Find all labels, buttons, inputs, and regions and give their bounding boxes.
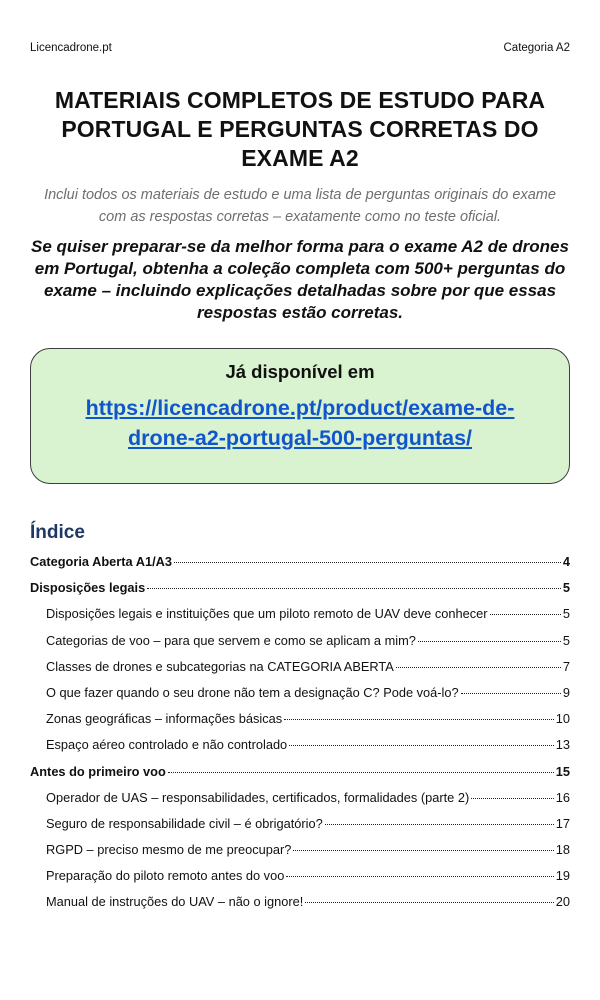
toc-entry-page: 5	[562, 606, 570, 622]
toc-entry-page: 20	[555, 894, 570, 910]
toc-entry-title: RGPD – preciso mesmo de me preocupar?	[46, 842, 292, 858]
toc-entry-title: Categoria Aberta A1/A3	[30, 554, 172, 569]
toc-entry[interactable]	[30, 889, 570, 915]
toc-entry-page: 7	[562, 658, 570, 674]
toc-entry-title: Manual de instruções do UAV – não o ignore!	[46, 894, 304, 910]
toc-dot-leader	[174, 562, 561, 563]
product-link[interactable]: https://licencadrone.pt/product/exame-de-drone-a2-portugal-500-perguntas/	[85, 396, 515, 450]
toc-dot-leader	[471, 798, 554, 799]
lead-paragraph: Se quiser preparar-se da melhor forma para o exame A2 de drones em Portugal, obtenha a coleção completa com 500+ perguntas do exame – incluindo explicações detalhadas sobre por que essas respostas estão corretas.	[31, 237, 569, 322]
toc-entry-page: 5	[562, 632, 570, 648]
toc-entry[interactable]	[30, 706, 570, 732]
toc-entry[interactable]	[30, 549, 570, 575]
toc-dot-leader	[284, 719, 554, 720]
availability-box	[30, 348, 570, 484]
toc-entry-title: Classes de drones e subcategorias na CATEGORIA ABERTA	[46, 658, 394, 674]
toc-dot-leader	[461, 693, 561, 694]
table-of-contents	[30, 549, 570, 916]
toc-entry-title: Disposições legais e instituições que um piloto remoto de UAV deve conhecer	[46, 606, 488, 622]
toc-entry[interactable]	[30, 811, 570, 837]
document-title: MATERIAIS COMPLETOS DE ESTUDO PARA PORTUGAL E PERGUNTAS CORRETAS DO EXAME A2	[54, 87, 546, 171]
toc-entry[interactable]	[30, 759, 570, 785]
toc-entry[interactable]	[30, 628, 570, 654]
toc-entry-title: Preparação do piloto remoto antes do voo	[46, 868, 285, 884]
toc-entry-title: Categorias de voo – para que servem e como se aplicam a mim?	[46, 632, 416, 648]
toc-entry[interactable]	[30, 575, 570, 601]
toc-entry-page: 13	[555, 737, 570, 753]
toc-entry-title: Disposições legais	[30, 580, 146, 596]
toc-entry-page: 9	[562, 684, 570, 700]
toc-dot-leader	[286, 876, 553, 877]
document-subtitle: Inclui todos os materiais de estudo e uma lista de perguntas originais do exame com as respostas corretas – exatamente como no teste oficial.	[44, 187, 556, 225]
toc-entry-title: Antes do primeiro voo	[30, 763, 166, 779]
toc-entry-title: O que fazer quando o seu drone não tem a designação C? Pode voá-lo?	[46, 684, 459, 700]
toc-entry[interactable]	[30, 837, 570, 863]
toc-entry-page: 15	[555, 763, 570, 779]
toc-entry[interactable]	[30, 654, 570, 680]
toc-entry-page: 17	[555, 815, 570, 831]
toc-heading: Índice	[30, 522, 85, 543]
toc-entry[interactable]	[30, 732, 570, 758]
toc-dot-leader	[325, 824, 554, 825]
toc-dot-leader	[418, 641, 561, 642]
toc-dot-leader	[396, 667, 561, 668]
page-header	[30, 42, 570, 54]
toc-entry[interactable]	[30, 785, 570, 811]
toc-entry-page: 10	[555, 711, 570, 727]
toc-entry-title: Seguro de responsabilidade civil – é obrigatório?	[46, 815, 323, 831]
toc-dot-leader	[293, 850, 553, 851]
toc-entry[interactable]	[30, 601, 570, 627]
toc-entry[interactable]	[30, 863, 570, 889]
toc-entry-page: 4	[562, 554, 570, 569]
toc-dot-leader	[289, 745, 554, 746]
availability-label: Já disponível em	[225, 361, 375, 382]
toc-dot-leader	[168, 772, 554, 773]
toc-entry-title: Zonas geográficas – informações básicas	[46, 711, 283, 727]
toc-entry-page: 16	[555, 789, 570, 805]
toc-entry[interactable]	[30, 680, 570, 706]
toc-dot-leader	[305, 902, 553, 903]
toc-dot-leader	[147, 588, 561, 589]
toc-entry-page: 19	[555, 868, 570, 884]
site-name: Licencadrone.pt	[30, 42, 112, 54]
toc-entry-page: 18	[555, 842, 570, 858]
toc-dot-leader	[490, 614, 561, 615]
category-label: Categoria A2	[503, 42, 570, 54]
toc-entry-title: Espaço aéreo controlado e não controlado	[46, 737, 288, 753]
toc-entry-page: 5	[562, 580, 570, 596]
toc-entry-title: Operador de UAS – responsabilidades, certificados, formalidades (parte 2)	[46, 789, 470, 805]
